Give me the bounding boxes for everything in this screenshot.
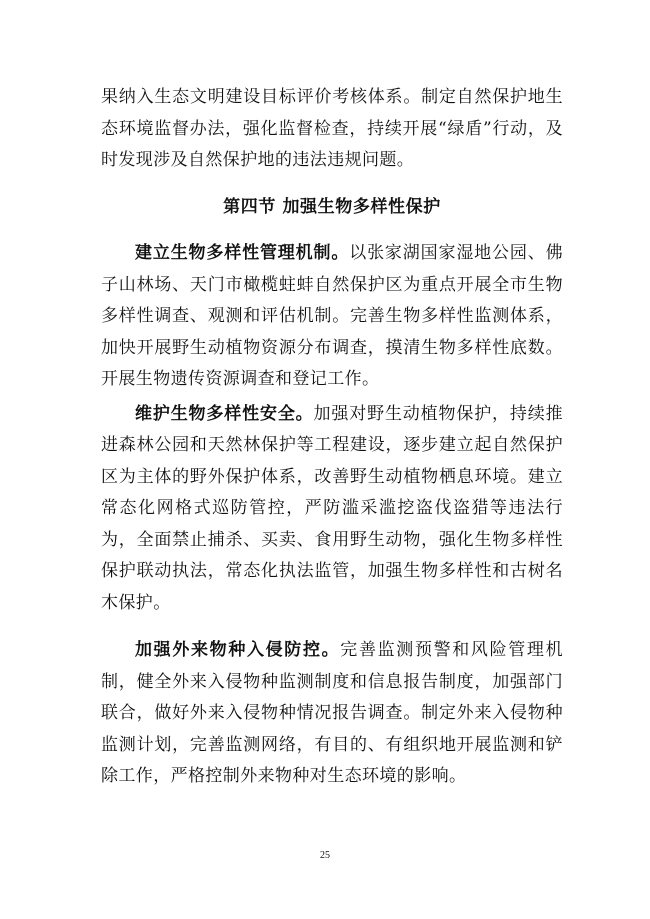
paragraph-text: 以张家湖国家湿地公园、佛子山林场、天门市橄榄蛀蚌自然保护区为重点开展全市生物多样性调查、观测和评估机制。完善生物多样性监测体系，加快开展野生动植物资源分布调查，摸清生物多样性底数。开展生物遗传资源调查和登记工作。 — [101, 243, 563, 389]
document-body — [101, 82, 563, 793]
paragraph-text: 完善监测预警和风险管理机制，健全外来入侵物种监测制度和信息报告制度，加强部门联合，做好外来入侵物种情况报告调查。制定外来入侵物种监测计划，完善监测网络，有目的、有组织地开展监测和铲除工作，严格控制外来物种对生态环境的影响。 — [101, 640, 563, 786]
paragraph-invasive-species — [101, 635, 563, 793]
section-heading: 第四节 加强生物多样性保护 — [223, 196, 441, 217]
spacer — [101, 619, 563, 635]
paragraph-lead: 加强外来物种入侵防控。 — [135, 640, 341, 660]
intro-paragraph: 果纳入生态文明建设目标评价考核体系。制定自然保护地生态环境监督办法，强化监督检查，持续开展“绿盾”行动，及时发现涉及自然保护地的违法违规问题。 — [101, 87, 563, 170]
paragraph-lead: 建立生物多样性管理机制。 — [135, 243, 350, 263]
paragraph-lead: 维护生物多样性安全。 — [135, 403, 314, 424]
paragraph-biodiversity-security — [101, 399, 563, 620]
paragraph-biodiversity-mechanism — [101, 238, 563, 396]
page-number: 25 — [320, 850, 330, 861]
paragraph-text: 加强对野生动植物保护，持续推进森林公园和天然林保护等工程建设，逐步建立起自然保护区为主体的野外保护体系，改善野生动植物栖息环境。建立常态化网格式巡防管控，严防滥采滥挖盗伐盗猎等违法行为，全面禁止捕杀、买卖、食用野生动物，强化生物多样性保护联动执法，常态化执法监管，加强生物多样性和古树名木保护。 — [101, 403, 564, 613]
